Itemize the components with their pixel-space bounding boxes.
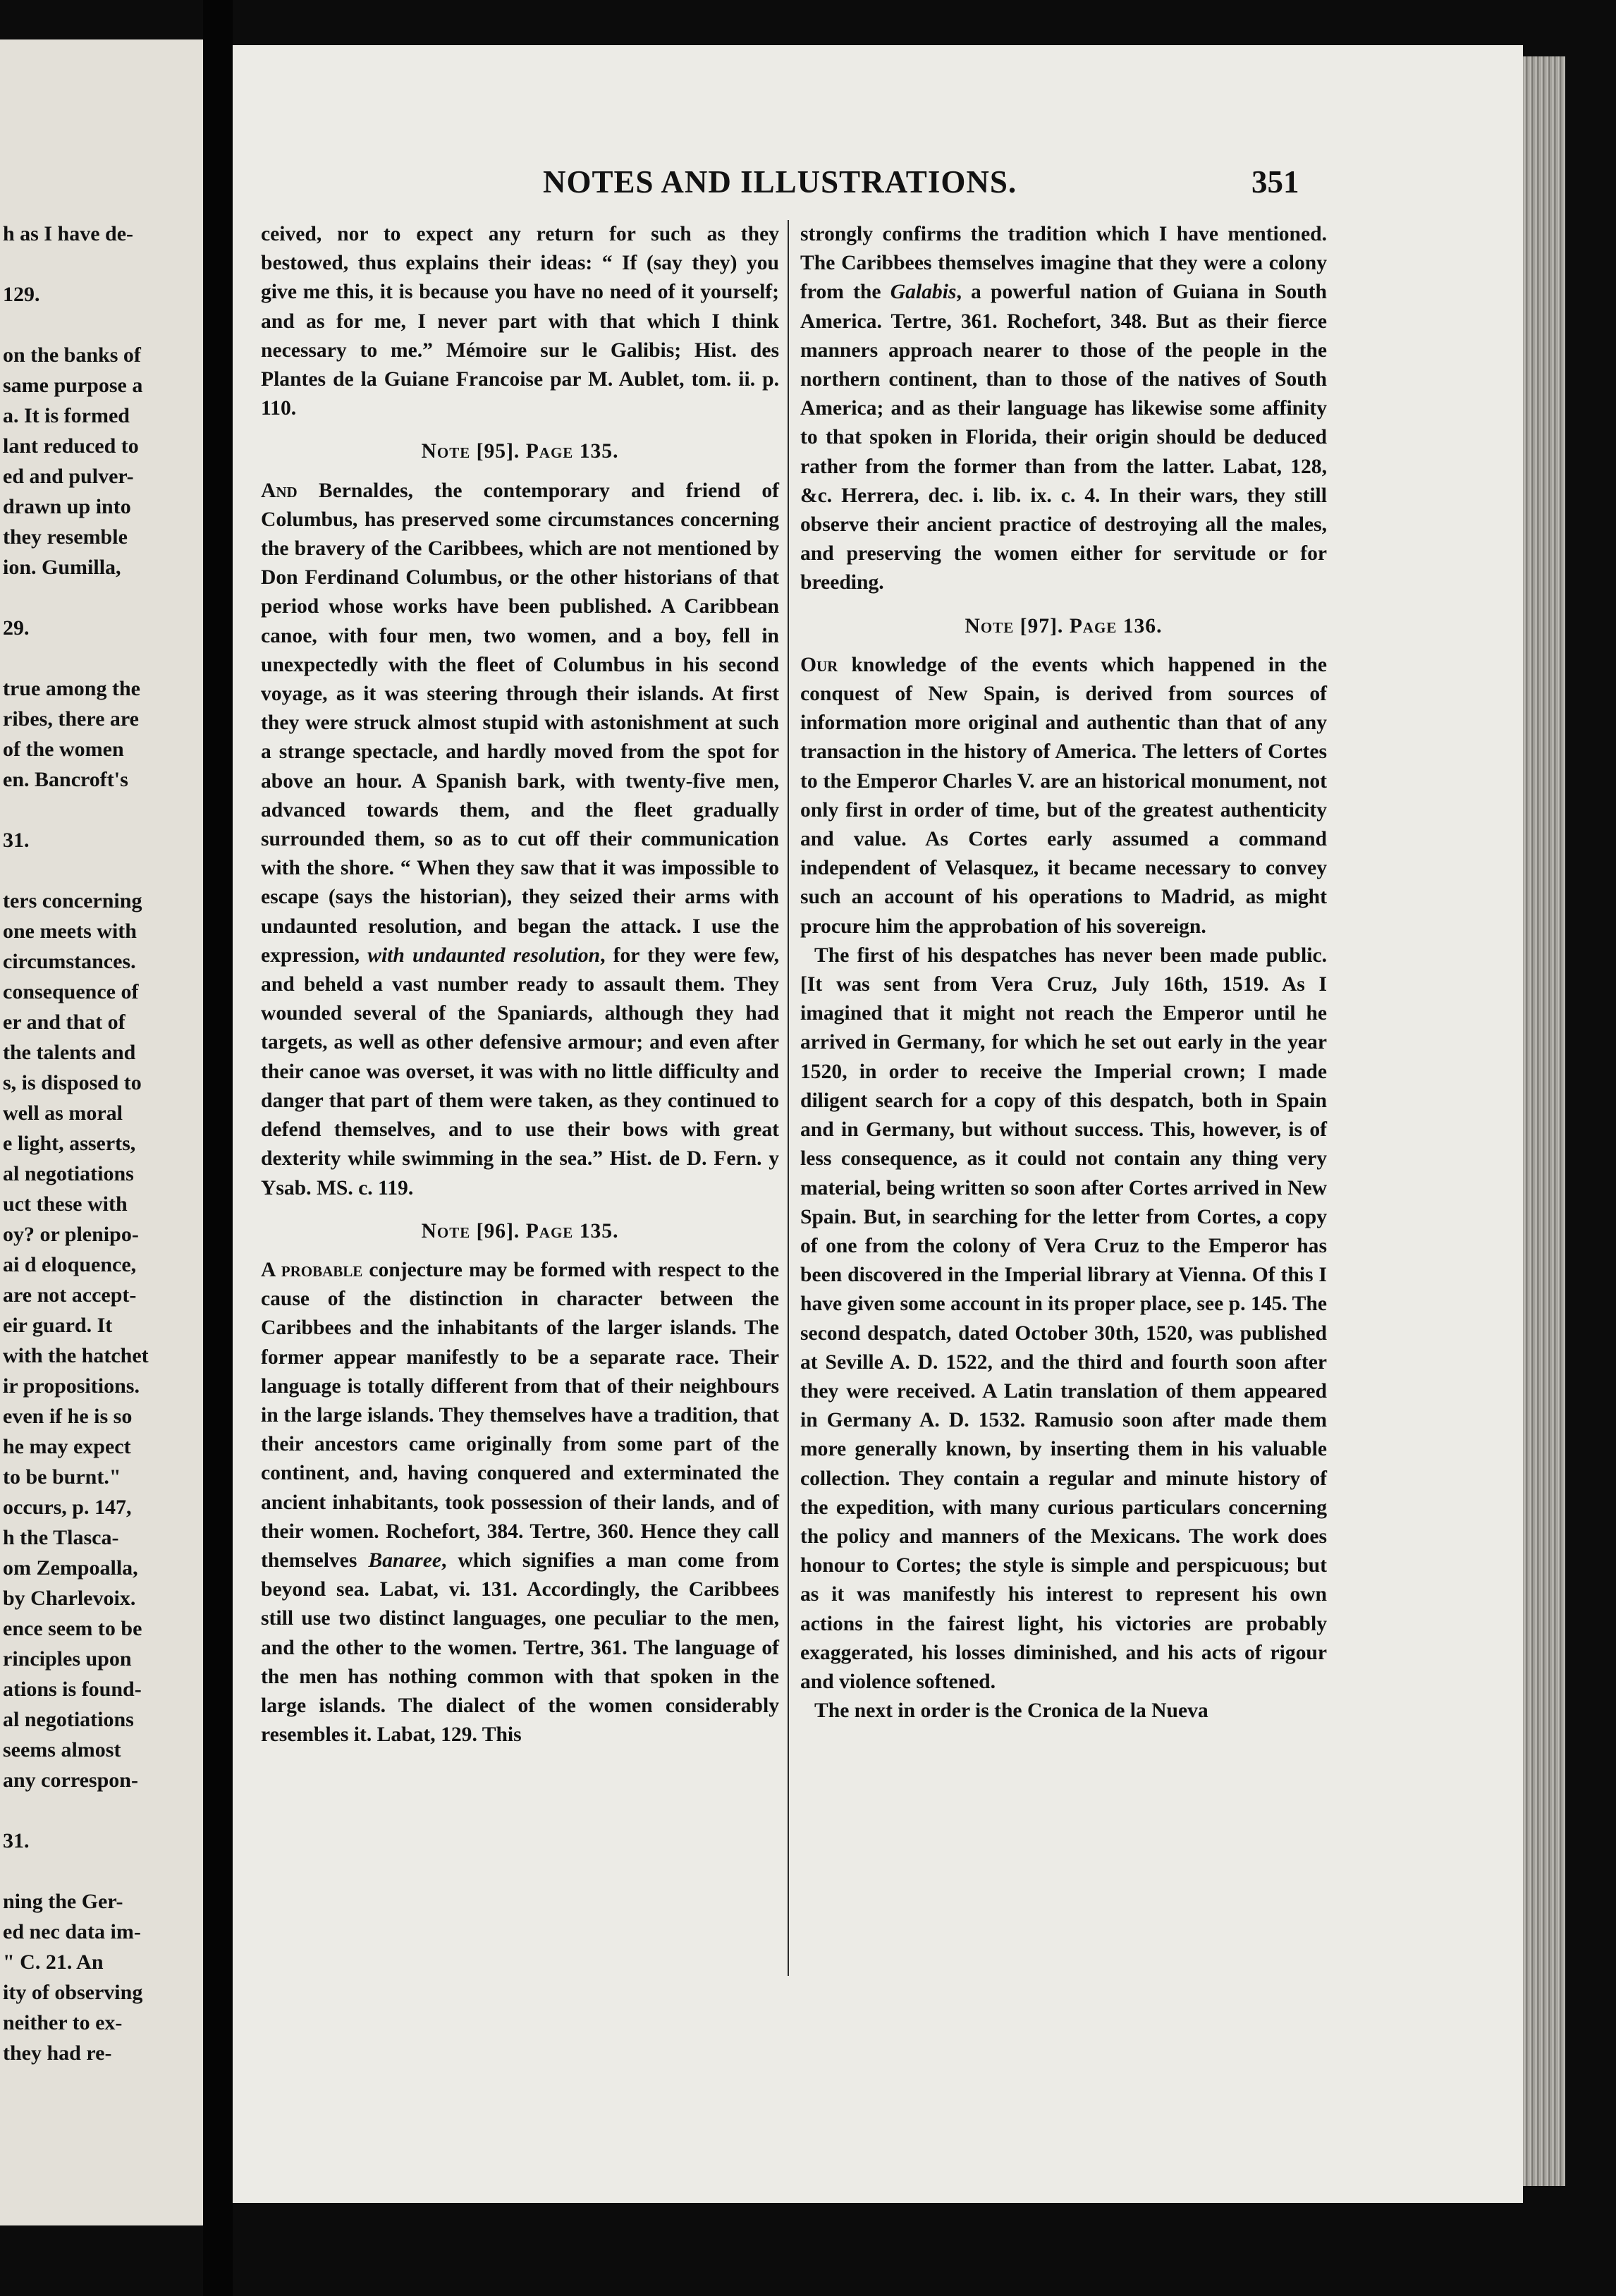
left-column [261, 220, 779, 1750]
lead-word: Our [800, 653, 838, 676]
paragraph [261, 477, 779, 1203]
facing-page-line: ning the Ger- [3, 1890, 123, 1913]
book-gutter [203, 0, 233, 2296]
paragraph [261, 1256, 779, 1750]
facing-page-line: ribes, there are [3, 707, 139, 731]
facing-page-line: 31. [3, 829, 30, 852]
paragraph: The next in order is the Cronica de la Nueva [814, 1699, 1208, 1723]
facing-page-line: " C. 21. An [3, 1950, 104, 1974]
facing-page-line: h the Tlasca- [3, 1526, 119, 1549]
facing-page-line: 31. [3, 1829, 30, 1852]
facing-page-line: he may expect [3, 1435, 131, 1458]
page-edges [1523, 56, 1565, 2186]
facing-page-line: al negotiations [3, 1162, 134, 1185]
text-span: , a powerful nation of Guiana in South America. Tertre, 361. Rochefort, 348. But as their fierce manners approach nearer to those of the people in the northern continent, than to those of the natives of South America; and as their language has likewise some affinity to that spoken in Florida, their origin should be deduced rather from the former than from the latter. Labat, 128, &c. Herrera, dec. i. lib. ix. c. 4. In their wars, they still observe their ancient practice of destroying all the males, and preserving the women either for servitude or for breeding. [800, 281, 1327, 594]
facing-page-line: of the women [3, 738, 124, 761]
facing-page-line: h as I have de- [3, 222, 134, 245]
paragraph: ceived, nor to expect any return for such as they bestowed, thus explains their ideas: “ If (say they) you give me this, it is because you have no need of it yourself; and as for me, I never part with that which I think necessary to me.” Mémoire sur le Galibis; Hist. des Plantes de la Guiane Francoise par M. Aublet, tom. ii. p. 110. [261, 223, 779, 420]
facing-page-line: 29. [3, 616, 30, 640]
facing-page-line: oy? or plenipo- [3, 1223, 139, 1246]
paragraph: The first of his despatches has never been made public. [It was sent from Vera Cruz, July 16th, 1519. As I imagined that it might not reach the Emperor until he arrived in Germany, for which he set out early in the year 1520, in order to receive the Imperial crown; I made diligent search for a copy of this despatch, both in Spain and in Germany, but without success. This, however, is of less consequence, as it could not contain any thing very material, being written so soon after Cortes arrived in New Spain. But, in searching for the letter from Cortes, a copy of one from the colony of Vera Cruz to the Emperor has been discovered in the Imperial library at Vienna. Of this I have given some account in its proper place, see p. 145. The second despatch, dated October 30th, 1520, was published at Seville A. D. 1522, and the third and fourth soon after they were received. A Latin translation of them appeared in Germany A. D. 1532. Ramusio soon after made them more generally known, by inserting them in his valuable collection. They contain a regular and minute history of the expedition, with many curious particulars concerning the policy and manners of the Mexicans. The work does honour to Cortes; the style is simple and perspicuous; but as it was manifestly his interest to represent his own actions in the fairest light, his victories are probably exaggerated, his losses diminished, and his acts of rigour and violence softened. [800, 944, 1327, 1693]
facing-page-line: 129. [3, 283, 40, 306]
facing-page-line: er and that of [3, 1010, 126, 1034]
facing-page-line: any correspon- [3, 1769, 138, 1792]
facing-page-line: occurs, p. 147, [3, 1496, 132, 1519]
facing-page-line: ir propositions. [3, 1374, 140, 1398]
facing-page-line: one meets with [3, 920, 137, 943]
facing-page-line: circumstances. [3, 950, 136, 973]
facing-page-line: ity of observing [3, 1981, 143, 2004]
text-span: conjecture may be formed with respect to the cause of the distinction in character between the Caribbees and the inhabitants of the larger islands. The former appear manifestly to be a separate race. Their language is totally different from that of their neighbours in the large islands. They themselves have a tradition, that their ancestors came originally from some part of the continent, and, having conquered and exterminated the ancient inhabitants, took possession of their lands, and of their women. Rochefort, 384. Tertre, 360. Hence they call themselves [261, 1258, 779, 1572]
note-heading: Note [95]. Page 135. [421, 440, 619, 463]
note-heading: Note [97]. Page 136. [965, 614, 1163, 637]
facing-page-line: they resemble [3, 525, 128, 549]
facing-page-line: eir guard. It [3, 1314, 113, 1337]
running-head: NOTES AND ILLUSTRATIONS. [543, 164, 1017, 200]
facing-page-line: a. It is formed [3, 404, 130, 427]
facing-page-line: s, is disposed to [3, 1071, 142, 1094]
facing-page-line: rinciples upon [3, 1647, 132, 1671]
lead-word: And [261, 479, 298, 502]
lead-word: A probable [261, 1258, 363, 1281]
facing-page-line: lant reduced to [3, 434, 139, 458]
facing-page-line: om Zempoalla, [3, 1556, 138, 1580]
text-span: , which signifies a man come from beyond sea. Labat, vi. 131. Accordingly, the Caribbees still use two distinct languages, one peculiar to the men, and the other to the women. Tertre, 361. The language of the men has nothing common with that spoken in the large islands. The dialect of the women considerably resembles it. Labat, 129. This [261, 1549, 779, 1747]
facing-page-line: seems almost [3, 1738, 121, 1761]
text-span: knowledge of the events which happened in the conquest of New Spain, is derived from sources of information more original and authentic than that of any transaction in the history of America. The letters of Cortes to the Emperor Charles V. are an historical monument, not only first in order of time, but of the greatest authenticity and value. As Cortes early assumed a command independent of Velasquez, it became necessary to convey such an account of his operations to Madrid, as might procure him the approbation of his sovereign. [800, 653, 1327, 938]
facing-page-line: ence seem to be [3, 1617, 142, 1640]
facing-page-line: ters concerning [3, 889, 142, 912]
facing-page-line: by Charlevoix. [3, 1587, 136, 1610]
right-column [800, 220, 1327, 1726]
text-span: Bernaldes, the contemporary and friend of Columbus, has preserved some circumstances concerning the bravery of the Caribbees, which are not mentioned by Don Ferdinand Columbus, or the other historians of that period whose works have been published. A Caribbean canoe, with four men, two women, and a boy, fell in unexpectedly with the fleet of Columbus in his second voyage, as it was steering through their islands. At first they were struck almost stupid with astonishment at such a strange spectacle, and hardly moved from the spot for above an hour. A Spanish bark, with twenty-five men, advanced towards them, and the fleet gradually surrounded them, so as to cut off their communication with the shore. “ When they saw that it was impossible to escape (says the historian), they seized their arms with undaunted resolution, and began the attack. I use the expression, [261, 479, 779, 967]
facing-page-line: same purpose a [3, 374, 143, 397]
text-span: strongly confirms the tradition which I have mentioned. The Caribbees themselves imagine that they were a colony from the [800, 223, 1327, 304]
facing-page-line: they had re- [3, 2041, 112, 2065]
facing-page-line: uct these with [3, 1192, 128, 1216]
facing-page-line: are not accept- [3, 1283, 137, 1307]
italic-phrase: Banaree [368, 1549, 441, 1572]
facing-page-line: ations is found- [3, 1678, 142, 1701]
facing-page-fragment [0, 39, 203, 2225]
facing-page-line: al negotiations [3, 1708, 134, 1731]
facing-page-line: even if he is so [3, 1405, 133, 1428]
text-span: , for they were few, and beheld a vast number ready to assault them. They wounded several of the Spaniards, although they had targets, as well as other defensive armour; and even after their canoe was overset, it was with no little difficulty and danger that part of them were taken, as they continued to defend themselves, and to use their bows with great dexterity while swimming in the sea.” Hist. de D. Fern. y Ysab. MS. c. 119. [261, 944, 779, 1199]
facing-page-line: neither to ex- [3, 2011, 123, 2034]
facing-page-line: the talents and [3, 1041, 136, 1064]
facing-page-line: en. Bancroft's [3, 768, 128, 791]
note-heading: Note [96]. Page 135. [421, 1219, 619, 1242]
facing-page-line: drawn up into [3, 495, 131, 518]
facing-page-line: consequence of [3, 980, 139, 1003]
paragraph [800, 220, 1327, 598]
paragraph [800, 651, 1327, 941]
page-number: 351 [1251, 164, 1299, 200]
facing-page-line: on the banks of [3, 343, 141, 367]
facing-page-line: ed and pulver- [3, 465, 134, 488]
facing-page-line: e light, asserts, [3, 1132, 136, 1155]
facing-page-line: true among the [3, 677, 140, 700]
facing-page-line: to be burnt." [3, 1465, 121, 1489]
facing-page-line: ed nec data im- [3, 1920, 141, 1943]
facing-page-line: well as moral [3, 1101, 123, 1125]
column-rule [788, 220, 789, 1976]
facing-page-line: ai d eloquence, [3, 1253, 137, 1276]
italic-phrase: Galabis [890, 281, 957, 304]
facing-page-line: ion. Gumilla, [3, 556, 121, 579]
facing-page-line: with the hatchet [3, 1344, 149, 1367]
italic-phrase: with undaunted resolution [367, 944, 601, 967]
